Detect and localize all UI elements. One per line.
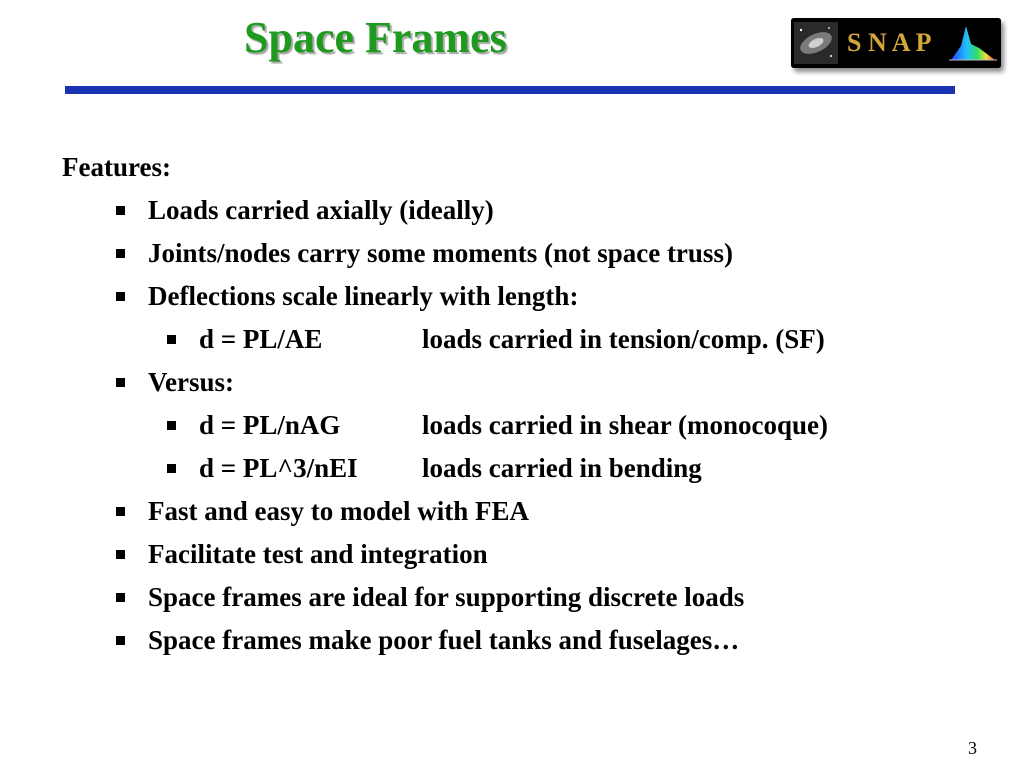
square-bullet-icon [116,292,125,301]
square-bullet-icon [116,636,125,645]
feature-bullet-list [62,189,962,662]
bullet-item [62,576,962,619]
title-underline-rule [65,86,955,94]
bullet-item [62,619,962,662]
formula-text: d = PL/AE [199,324,323,354]
logo-text: S N A P [847,28,932,57]
bullet-item [62,189,962,232]
bullet-text: Fast and easy to model with FEA [148,496,530,526]
features-heading: Features: [62,152,171,182]
formula-text: d = PL^3/nEI [199,453,358,483]
bullet-text: loads carried in tension/comp. (SF) [422,324,825,354]
bullet-item [62,490,962,533]
sub-bullet-item [62,404,962,447]
square-bullet-icon [167,335,176,344]
bullet-item [62,232,962,275]
snap-logo [791,18,1001,68]
satellite-image-icon [794,22,838,64]
sub-bullet-item [62,447,962,490]
square-bullet-icon [116,378,125,387]
square-bullet-icon [116,507,125,516]
square-bullet-icon [167,421,176,430]
page-number: 3 [968,738,977,758]
formula-text: d = PL/nAG [199,410,341,440]
bullet-text: Loads carried axially (ideally) [148,195,494,225]
bullet-text: Versus: [148,367,235,397]
square-bullet-icon [167,464,176,473]
square-bullet-icon [116,249,125,258]
bullet-item [62,533,962,576]
square-bullet-icon [116,206,125,215]
bullet-item [62,361,962,404]
sub-bullet-item [62,318,962,361]
snap-logo-graphic [791,18,1001,68]
bullet-text: Space frames are ideal for supporting discrete loads [148,582,745,612]
slide-body [62,146,962,662]
slide-title: Space Frames [244,13,507,62]
bullet-text: loads carried in shear (monocoque) [422,410,828,440]
bullet-text: loads carried in bending [422,453,702,483]
bullet-text: Joints/nodes carry some moments (not space truss) [148,238,733,268]
bullet-item [62,275,962,318]
square-bullet-icon [116,593,125,602]
bullet-text: Deflections scale linearly with length: [148,281,579,311]
bullet-text: Space frames make poor fuel tanks and fuselages… [148,625,740,655]
bullet-text: Facilitate test and integration [148,539,488,569]
square-bullet-icon [116,550,125,559]
